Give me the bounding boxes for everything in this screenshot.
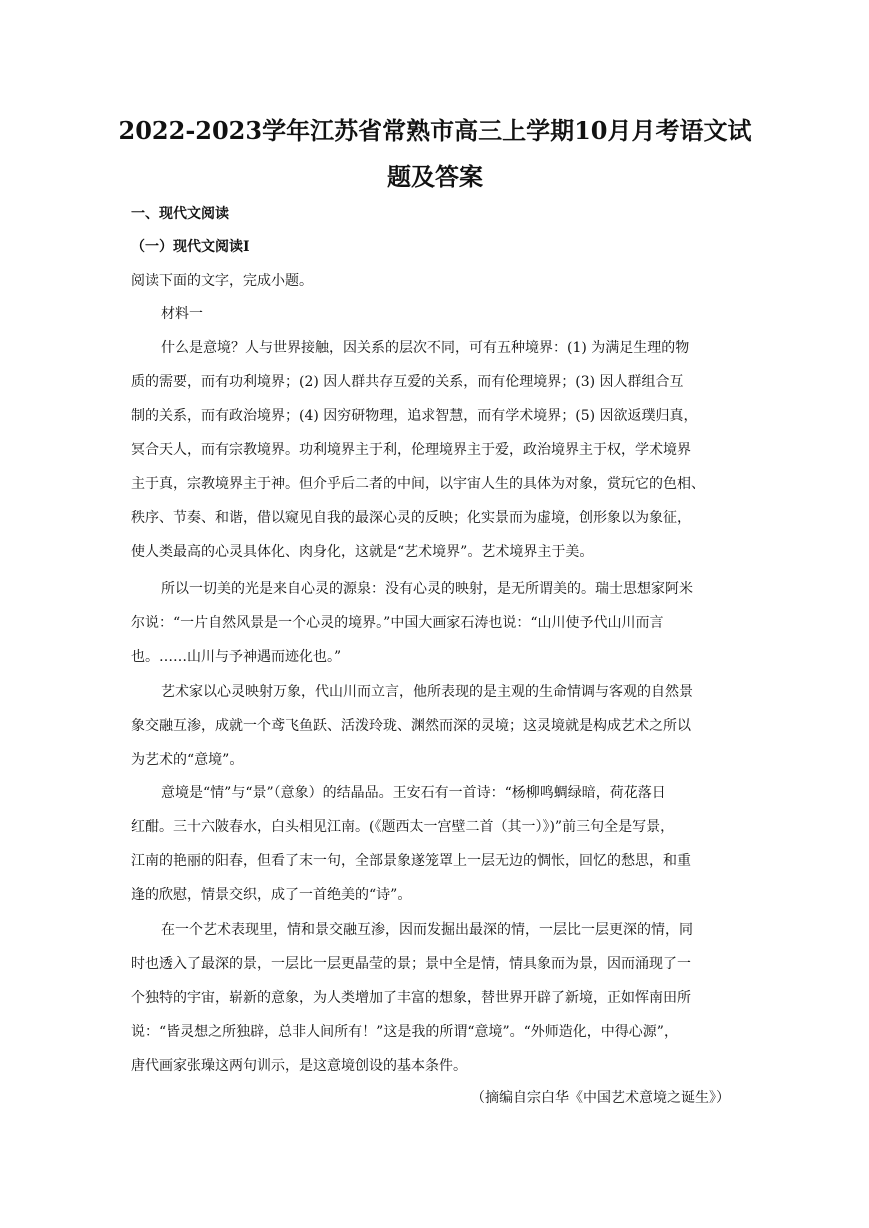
title-line-2: 题及答案 [387, 162, 483, 191]
paragraph-line: 在一个艺术表现里，情和景交融互渗，因而发掘出最深的情，一层比一层更深的情，同 [161, 922, 693, 938]
paragraph-line: 意境是“情”与“景”（意象）的结晶品。王安石有一首诗：“杨柳鸣蜩绿暗，荷花落日 [161, 785, 666, 801]
paragraph-line: 秩序、节奏、和谐，借以窥见自我的最深心灵的反映；化实景而为虚境，创形象以为象征， [131, 510, 691, 526]
paragraph-line: 江南的艳丽的阳春，但看了末一句，全部景象遂笼罩上一层无边的惆怅，回忆的愁思，和重 [131, 853, 691, 869]
paragraph-line: 象交融互渗，成就一个鸢飞鱼跃、活泼玲珑、渊然而深的灵境；这灵境就是构成艺术之所以 [131, 718, 691, 734]
paragraph-line: 质的需要，而有功利境界；(2) 因人群共存互爱的关系，而有伦理境界；(3) 因人群组合互 [131, 374, 684, 390]
paragraph-line: 说：“皆灵想之所独辟，总非人间所有！”这是我的所谓“意境”。“外师造化，中得心源”， [131, 1024, 678, 1040]
instruction-text: 阅读下面的文字，完成小题。 [131, 273, 313, 289]
section-heading: 一、现代文阅读 [131, 206, 229, 222]
paragraph-line: 制的关系，而有政治境界；(4) 因穷研物理，追求智慧，而有学术境界；(5) 因欲返璞归真， [131, 408, 698, 424]
paragraph-5 [131, 913, 739, 1083]
material-label: 材料一 [161, 306, 203, 322]
paragraph-line: 红酣。三十六陂春水，白头相见江南。(《题西太一宫壁二首（其一）》)”前三句全是写景， [131, 819, 675, 835]
paragraph-line: 主于真，宗教境界主于神。但介乎后二者的中间，以宇宙人生的具体为对象，赏玩它的色相、 [131, 476, 705, 492]
paragraph-line: 所以一切美的光是来自心灵的源泉：没有心灵的映射，是无所谓美的。瑞士思想家阿米 [161, 581, 693, 597]
paragraph-line: 使人类最高的心灵具体化、肉身化，这就是“艺术境界”。艺术境界主于美。 [131, 544, 594, 560]
page-title [110, 108, 760, 200]
paragraph-4 [131, 776, 739, 912]
paragraph-line: 个独特的宇宙，崭新的意象，为人类增加了丰富的想象，替世界开辟了新境，正如恽南田所 [131, 990, 691, 1006]
paragraph-line: 冥合天人，而有宗教境界。功利境界主于利，伦理境界主于爱，政治境界主于权，学术境界 [131, 442, 691, 458]
paragraph-3 [131, 675, 739, 777]
paragraph-line: 什么是意境？人与世界接触，因关系的层次不同，可有五种境界：(1) 为满足生理的物 [161, 340, 690, 356]
paragraph-line: 为艺术的“意境”。 [131, 752, 244, 768]
title-line-1: 2022-2023学年江苏省常熟市高三上学期10月月考语文试 [118, 116, 752, 145]
paragraph-1 [131, 331, 739, 569]
paragraph-line: 艺术家以心灵映射万象，代山川而立言，他所表现的是主观的生命情调与客观的自然景 [161, 684, 693, 700]
paragraph-line: 唐代画家张璪这两句训示，是这意境创设的基本条件。 [131, 1058, 467, 1074]
paragraph-line: 尔说：“一片自然风景是一个心灵的境界。”中国大画家石涛也说：“山川使予代山川而言 [131, 615, 664, 631]
paragraph-line: 也。……山川与予神遇而迹化也。” [131, 649, 342, 665]
paragraph-line: 时也透入了最深的景，一层比一层更晶莹的景；景中全是情，情具象而为景，因而涌现了一 [131, 956, 691, 972]
subsection-heading: （一）现代文阅读Ⅰ [131, 239, 250, 255]
source-citation: （摘编自宗白华《中国艺术意境之诞生》） [471, 1090, 730, 1106]
paragraph-2 [131, 572, 739, 674]
paragraph-line: 逢的欣慰，情景交织，成了一首绝美的“诗”。 [131, 887, 412, 903]
